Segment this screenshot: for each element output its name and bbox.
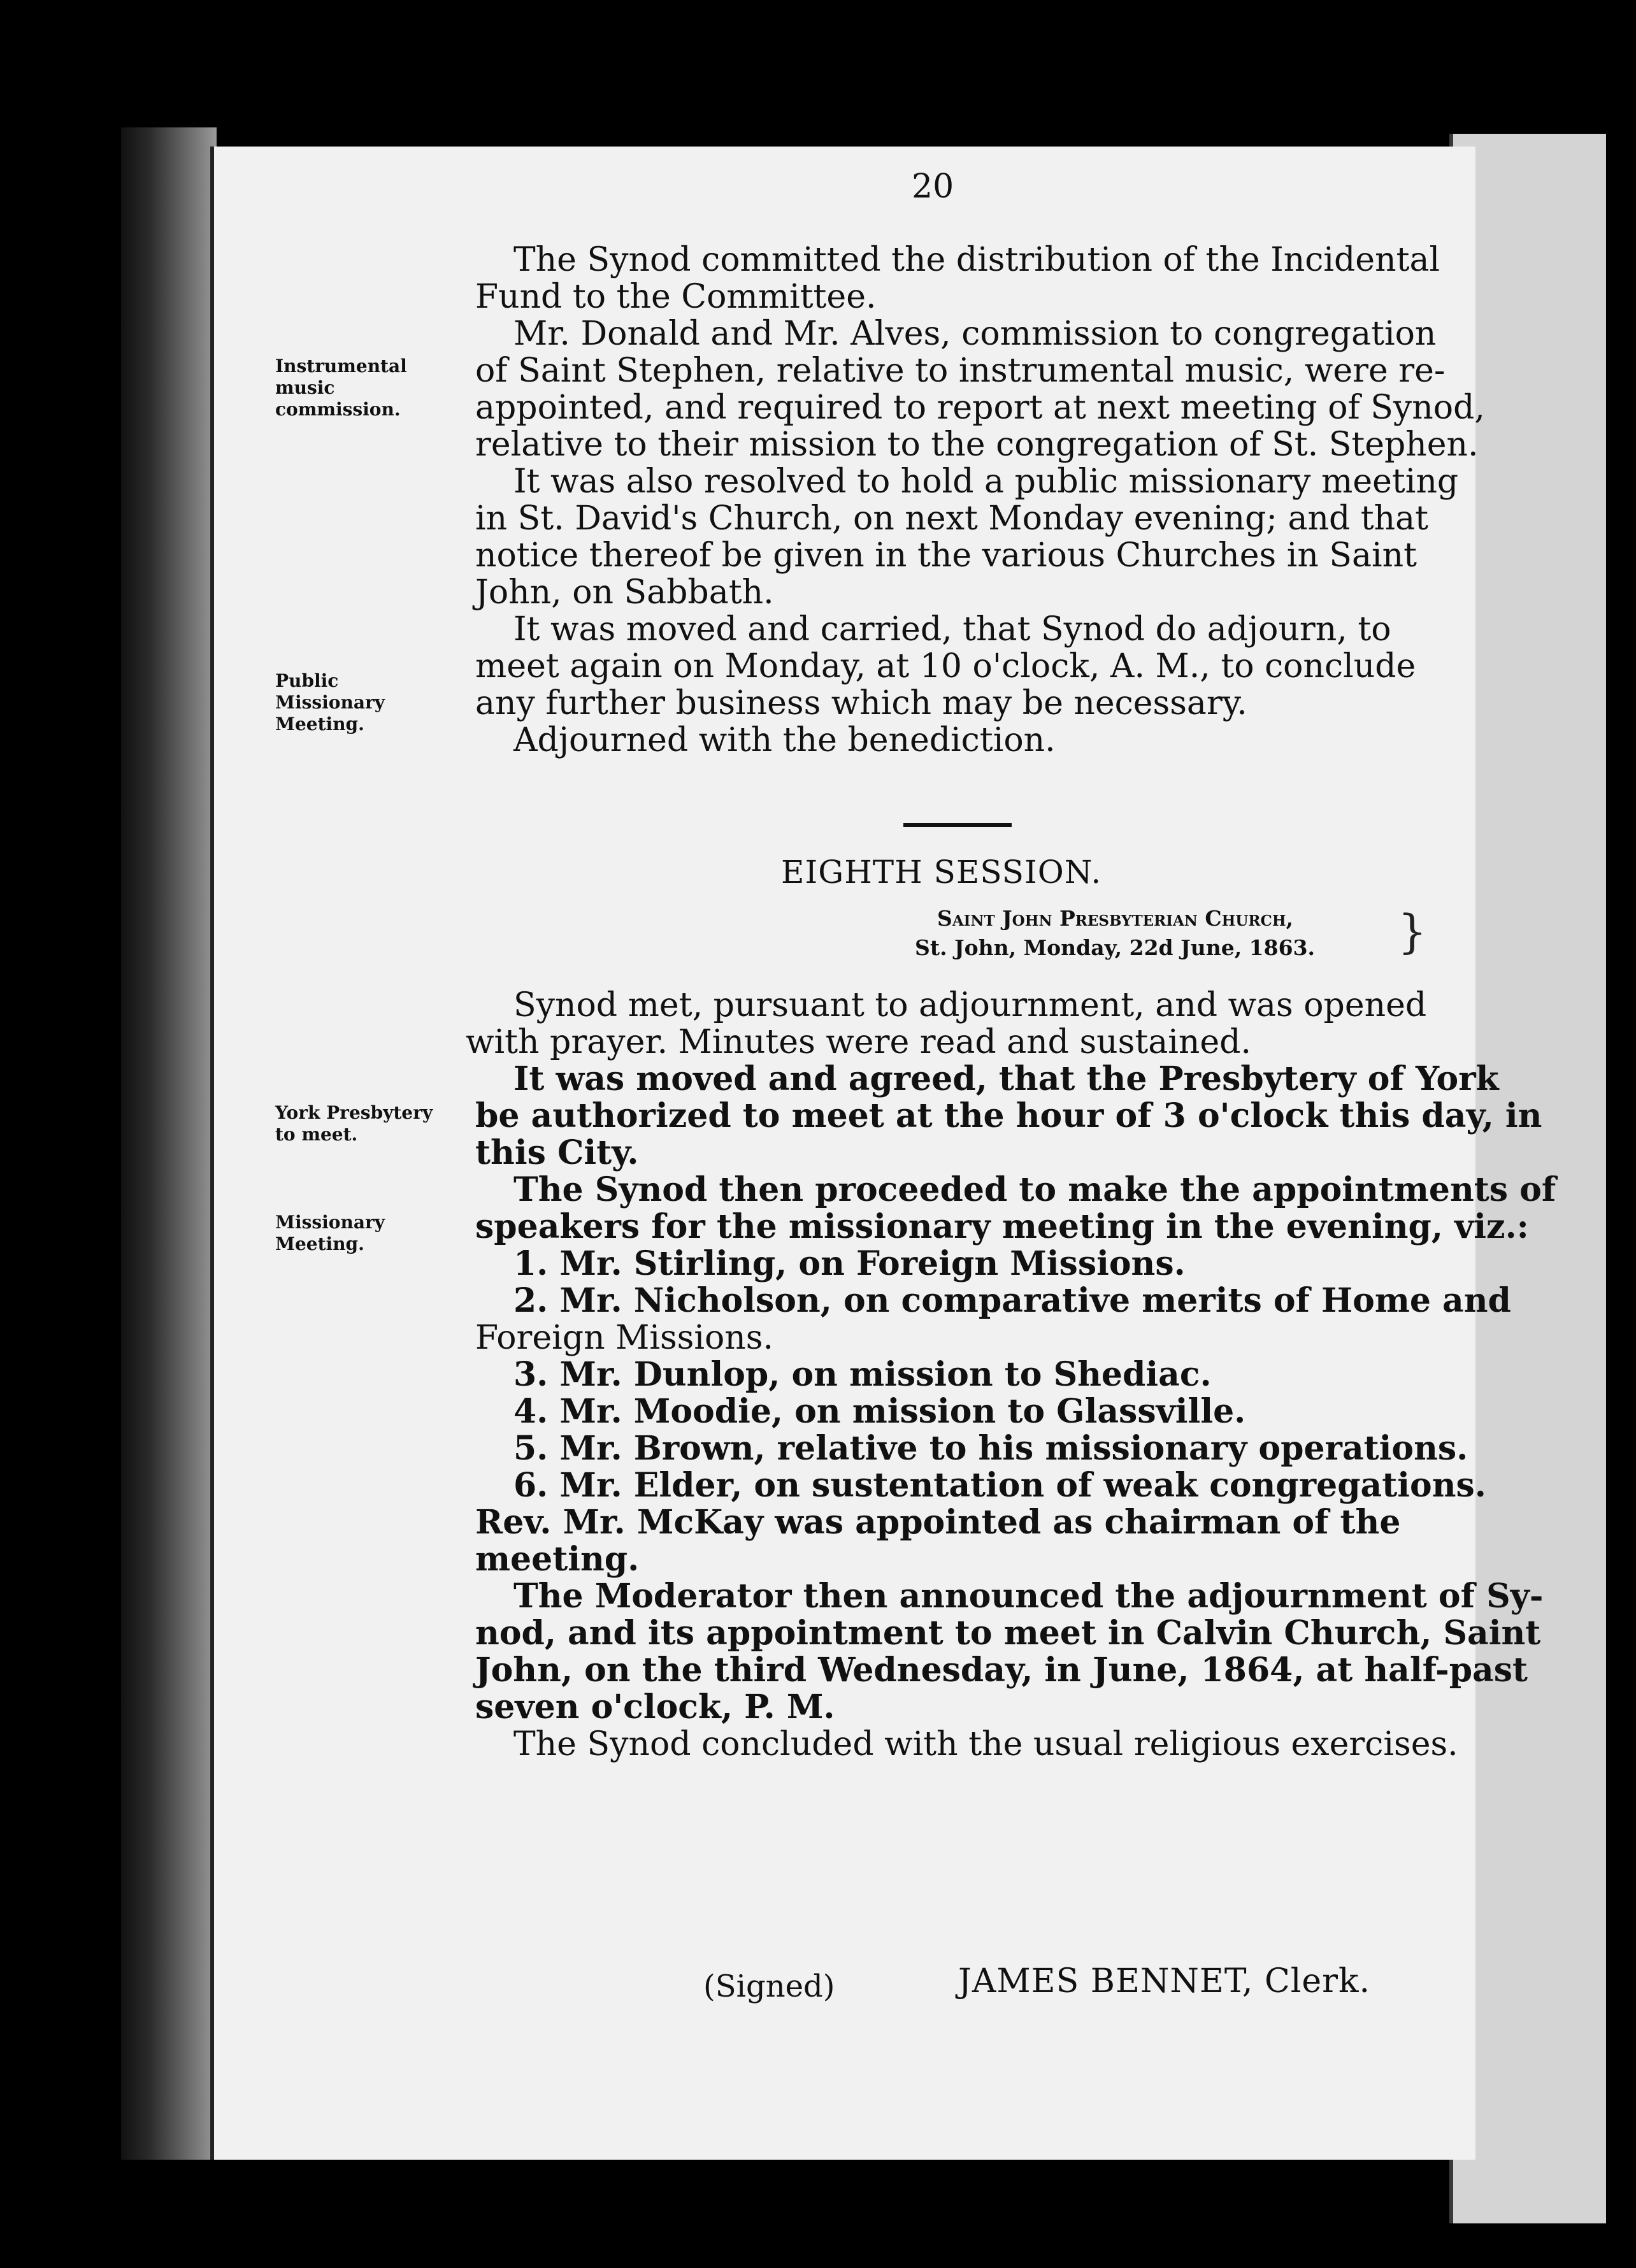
body-line: seven o'clock, P. M. (475, 1688, 835, 1726)
body-line: Rev. Mr. McKay was appointed as chairman of the (475, 1503, 1401, 1542)
body-line: with prayer. Minutes were read and sustained. (466, 1023, 1251, 1061)
body-line: The Synod committed the distribution of the Incidental (513, 241, 1440, 279)
list-item: 4. Mr. Moodie, on mission to Glassville. (513, 1392, 1246, 1431)
body-line: speakers for the missionary meeting in the evening, viz.: (475, 1207, 1529, 1246)
list-item: 6. Mr. Elder, on sustentation of weak congregations. (513, 1466, 1486, 1505)
body-line: It was moved and carried, that Synod do adjourn, to (513, 610, 1391, 649)
clerk-signature: JAMES BENNET, Clerk. (958, 1962, 1371, 2000)
signed-label: (Signed) (703, 1969, 835, 2004)
body-line: notice thereof be given in the various Churches in Saint (475, 536, 1417, 575)
session-title: EIGHTH SESSION. (781, 854, 1102, 891)
section-divider (903, 823, 1012, 827)
sidenote-public-missionary-meeting: Public Missionary Meeting. (275, 670, 385, 735)
list-item: 1. Mr. Stirling, on Foreign Missions. (513, 1244, 1186, 1283)
book-binding-shadow (121, 127, 217, 2160)
body-line: John, on Sabbath. (475, 573, 774, 612)
list-item: 5. Mr. Brown, relative to his missionary operations. (513, 1429, 1468, 1468)
body-line: this City. (475, 1133, 639, 1172)
list-item: 2. Mr. Nicholson, on comparative merits of Home and (513, 1281, 1511, 1320)
body-line: The Synod then proceeded to make the appointments of (513, 1170, 1556, 1209)
body-line: Mr. Donald and Mr. Alves, commission to congregation (513, 315, 1437, 353)
body-line: It was moved and agreed, that the Presbytery of York (513, 1059, 1499, 1098)
body-line: be authorized to meet at the hour of 3 o'clock this day, in (475, 1096, 1542, 1135)
sidenote-missionary-meeting: Missionary Meeting. (275, 1212, 385, 1254)
body-line: meeting. (475, 1540, 640, 1579)
body-line: nod, and its appointment to meet in Calvin Church, Saint (475, 1614, 1541, 1653)
list-item: 3. Mr. Dunlop, on mission to Shediac. (513, 1355, 1212, 1394)
body-line: in St. David's Church, on next Monday evening; and that (475, 499, 1429, 538)
list-item-continuation: Foreign Missions. (475, 1319, 773, 1357)
brace-mark: } (1398, 905, 1427, 958)
body-line: The Synod concluded with the usual religious exercises. (513, 1725, 1458, 1763)
body-line: It was also resolved to hold a public missionary meeting (513, 463, 1459, 501)
sidenote-instrumental-music: Instrumental music commission. (275, 355, 407, 420)
body-line: appointed, and required to report at next meeting of Synod, (475, 389, 1485, 427)
session-date: St. John, Monday, 22d June, 1863. (915, 935, 1316, 960)
body-line: John, on the third Wednesday, in June, 1864, at half-past (475, 1651, 1528, 1690)
session-place: Saint John Presbyterian Church, (937, 906, 1294, 931)
sidenote-york-presbytery: York Presbytery to meet. (275, 1102, 433, 1145)
document-page (210, 147, 1556, 2160)
page-number: 20 (912, 168, 954, 206)
body-line: relative to their mission to the congregation of St. Stephen. (475, 426, 1479, 464)
body-line: meet again on Monday, at 10 o'clock, A. M., to conclude (475, 647, 1416, 685)
body-line: any further business which may be necessary. (475, 684, 1247, 722)
body-line: Fund to the Committee. (475, 278, 877, 316)
body-line: The Moderator then announced the adjournment of Sy- (513, 1577, 1544, 1616)
body-line: of Saint Stephen, relative to instrumental music, were re- (475, 352, 1446, 390)
body-line: Synod met, pursuant to adjournment, and was opened (513, 986, 1427, 1024)
body-line: Adjourned with the benediction. (513, 721, 1056, 759)
